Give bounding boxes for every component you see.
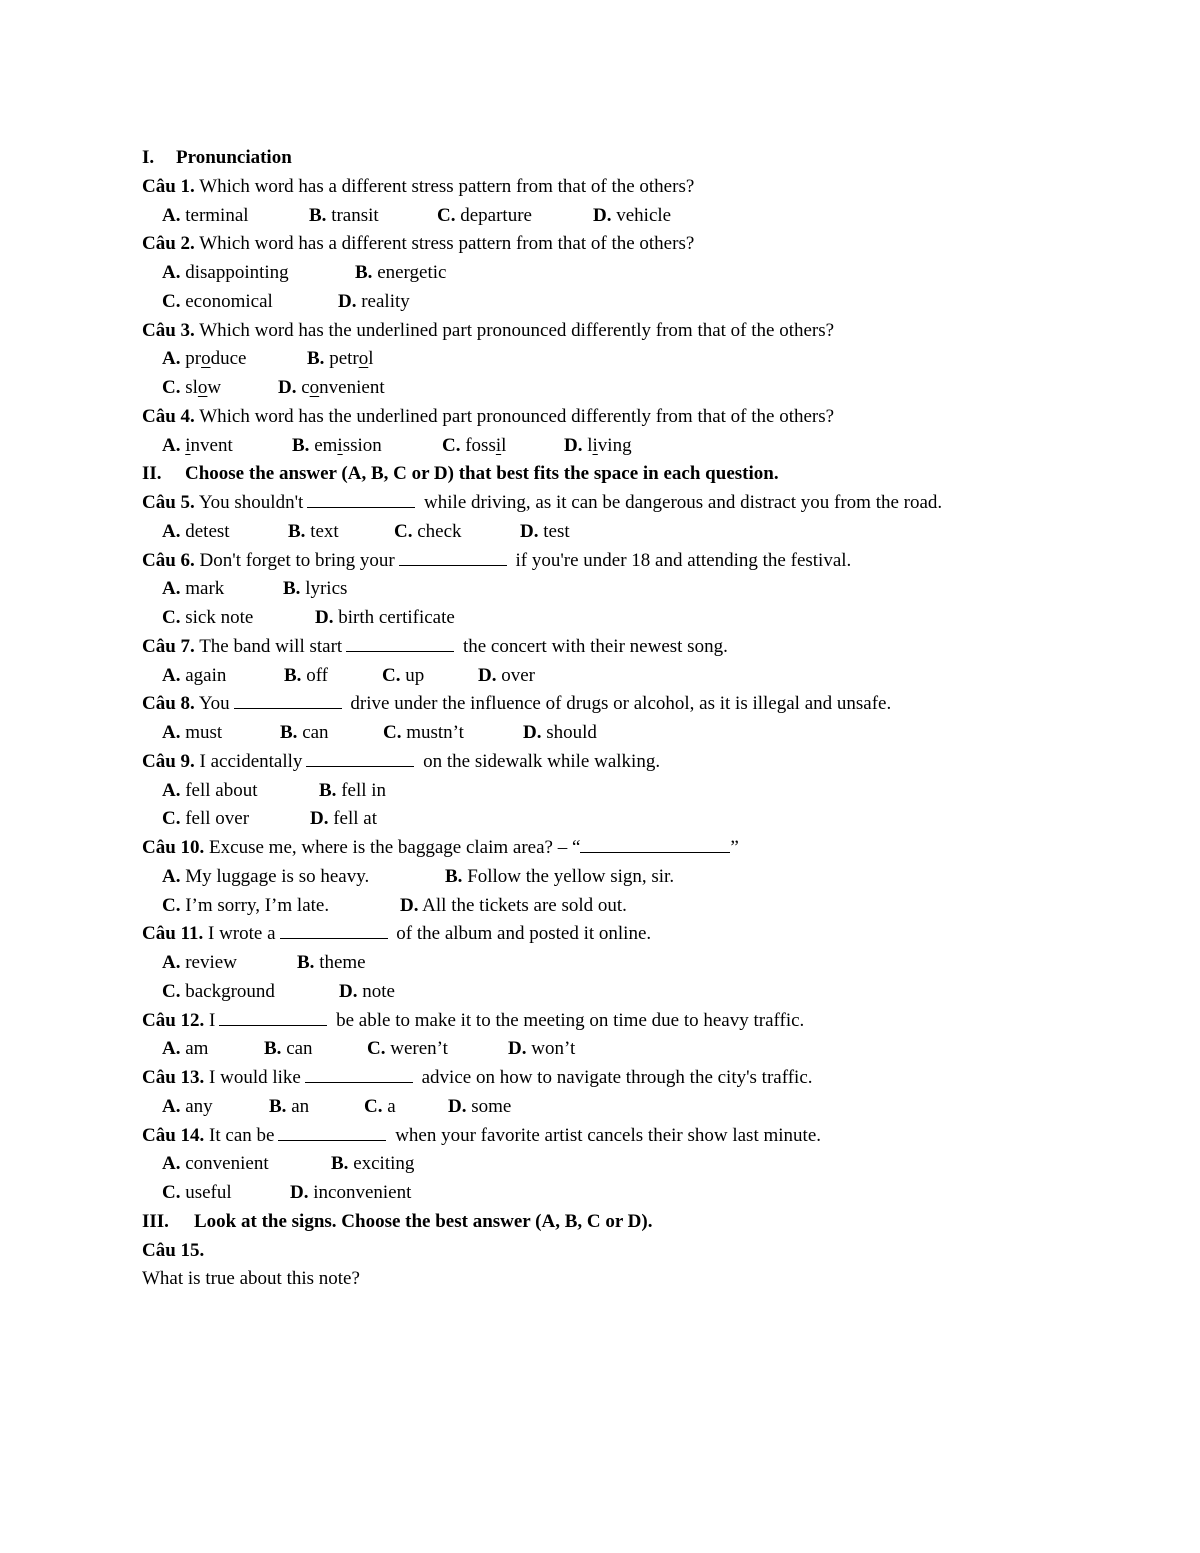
- option-a: A. convenient: [162, 1153, 269, 1175]
- options-q13: [142, 1093, 1142, 1122]
- option-c: C. fossil: [442, 434, 507, 456]
- option-b: B. transit: [309, 204, 379, 226]
- option-d: D. over: [478, 664, 535, 686]
- option-d: D. convenient: [278, 377, 385, 398]
- question-15: [142, 1237, 1142, 1266]
- answer-blank: [234, 692, 342, 709]
- question-1: [142, 173, 1142, 202]
- question-label: Câu 14.: [142, 1124, 205, 1146]
- option-c: C. sick note: [162, 607, 254, 628]
- question-4: [142, 403, 1142, 432]
- question-11: Câu 11. I wrote a of the album and posted it online.: [142, 923, 652, 945]
- question-label: Câu 2.: [142, 233, 195, 255]
- options-q2-row2: [142, 288, 1142, 317]
- section-title: Look at the signs. Choose the best answer (A, B, C or D).: [194, 1210, 653, 1232]
- question-label: Câu 5.: [142, 492, 195, 513]
- option-d: D. reality: [338, 290, 410, 312]
- question-label: Câu 15.: [142, 1239, 205, 1261]
- question-6: Câu 6. Don't forget to bring your if you're under 18 and attending the festival.: [142, 549, 852, 571]
- question-3: [142, 317, 1142, 346]
- option-a: A. review: [162, 952, 237, 973]
- options-q6-row1: [142, 575, 1142, 604]
- option-d: D. vehicle: [593, 204, 672, 226]
- question-label: Câu 13.: [142, 1067, 205, 1088]
- section-heading-signs: [142, 1208, 1142, 1237]
- worksheet-content: [142, 144, 1142, 1294]
- answer-blank: [305, 1066, 413, 1083]
- question-13: Câu 13. I would like advice on how to navigate through the city's traffic.: [142, 1067, 813, 1088]
- question-label: Câu 7.: [142, 635, 195, 657]
- options-q14-row1: [142, 1150, 1142, 1179]
- option-c: C. check: [394, 520, 462, 542]
- option-a: A. any: [162, 1095, 213, 1117]
- question-label: Câu 3.: [142, 319, 195, 341]
- option-b: B. theme: [297, 952, 366, 973]
- option-b: B. energetic: [355, 262, 447, 283]
- option-b: B. text: [288, 520, 339, 542]
- option-b: B. an: [269, 1095, 310, 1117]
- option-c: C. a: [364, 1095, 396, 1117]
- option-c: C. departure: [437, 204, 532, 226]
- option-c: C. background: [162, 980, 275, 1002]
- options-q14-row2: [142, 1179, 1142, 1208]
- option-c: C. I’m sorry, I’m late.: [162, 894, 330, 916]
- options-q4: [142, 432, 1142, 461]
- options-q6-row2: [142, 604, 1142, 633]
- option-d: D. should: [523, 722, 597, 743]
- section-title: Choose the answer (A, B, C or D) that best fits the space in each question.: [185, 463, 779, 485]
- answer-blank: [307, 491, 415, 508]
- answer-blank: [219, 1009, 327, 1026]
- answer-blank: [399, 549, 507, 566]
- question-2: [142, 230, 1142, 259]
- option-b: B. emission: [292, 434, 382, 456]
- option-b: B. fell in: [319, 779, 387, 801]
- question-label: Câu 8.: [142, 693, 195, 715]
- section-heading-choose-answer: [142, 460, 1142, 489]
- option-d: D. fell at: [310, 808, 378, 830]
- option-d: D. won’t: [508, 1038, 576, 1060]
- option-a: A. fell about: [162, 779, 258, 801]
- question-8: Câu 8. You drive under the influence of drugs or alcohol, as it is illegal and unsafe.: [142, 693, 892, 715]
- question-7: Câu 7. The band will start the concert with their newest song.: [142, 635, 728, 657]
- options-q10-row1: [142, 863, 1142, 892]
- options-q11-row2: [142, 978, 1142, 1007]
- options-q11-row1: [142, 949, 1142, 978]
- answer-blank: [580, 836, 730, 853]
- option-a: A. am: [162, 1038, 209, 1060]
- section-title: Pronunciation: [176, 147, 292, 168]
- question-label: Câu 12.: [142, 1009, 205, 1031]
- question-label: Câu 1.: [142, 175, 195, 197]
- answer-blank: [280, 922, 388, 939]
- option-c: C. useful: [162, 1182, 232, 1203]
- option-b: B. Follow the yellow sign, sir.: [445, 865, 675, 887]
- option-c: C. economical: [162, 290, 273, 312]
- option-a: A. My luggage is so heavy.: [162, 865, 370, 887]
- section-number: I.: [142, 147, 155, 168]
- question-12: Câu 12. I be able to make it to the meeting on time due to heavy traffic.: [142, 1009, 805, 1031]
- option-a: A. mark: [162, 578, 225, 600]
- section-heading-pronunciation: [142, 144, 1142, 173]
- question-label: Câu 6.: [142, 549, 195, 571]
- section-number: II.: [142, 463, 162, 485]
- option-a: A. detest: [162, 520, 230, 542]
- option-a: A. produce: [162, 348, 247, 370]
- question-label: Câu 11.: [142, 923, 204, 945]
- option-a: A. terminal: [162, 204, 249, 226]
- option-c: C. slow: [162, 377, 222, 398]
- question-label: Câu 10.: [142, 837, 205, 858]
- question-15-text: What is true about this note?: [142, 1268, 360, 1290]
- options-q3-row1: [142, 345, 1142, 374]
- options-q9-row1: [142, 777, 1142, 806]
- answer-blank: [346, 635, 454, 652]
- option-b: B. can: [280, 722, 329, 743]
- answer-blank: [306, 750, 414, 767]
- option-d: D. note: [339, 980, 395, 1002]
- option-c: C. mustn’t: [383, 722, 464, 743]
- option-b: B. lyrics: [283, 578, 348, 600]
- question-text: Which word has the underlined part pronounced differently from that of the others?: [194, 319, 835, 341]
- option-a: A. disappointing: [162, 262, 289, 283]
- option-b: B. off: [284, 664, 328, 686]
- question-10: Câu 10. Excuse me, where is the baggage claim area? – “ ”: [142, 837, 739, 858]
- question-label: Câu 4.: [142, 405, 195, 427]
- options-q8: [142, 719, 1142, 748]
- option-a: A. again: [162, 664, 227, 686]
- option-c: C. weren’t: [367, 1038, 448, 1060]
- options-q3-row2: [142, 374, 1142, 403]
- answer-blank: [278, 1124, 386, 1141]
- option-a: A. must: [162, 722, 223, 743]
- option-d: D. test: [520, 520, 570, 542]
- option-d: D. birth certificate: [315, 607, 455, 628]
- option-d: D. living: [564, 434, 632, 456]
- options-q7: [142, 662, 1142, 691]
- options-q1: [142, 202, 1142, 231]
- option-b: B. can: [264, 1038, 313, 1060]
- option-b: B. exciting: [331, 1153, 415, 1175]
- section-number: III.: [142, 1210, 169, 1232]
- question-14: Câu 14. It can be when your favorite artist cancels their show last minute.: [142, 1124, 821, 1146]
- question-5: Câu 5. You shouldn't while driving, as it can be dangerous and distract you from the road.: [142, 492, 943, 513]
- options-q5: [142, 518, 1142, 547]
- question-label: Câu 9.: [142, 750, 195, 772]
- option-d: D. some: [448, 1095, 512, 1117]
- option-d: D. All the tickets are sold out.: [400, 894, 627, 916]
- question-text: Which word has a different stress pattern from that of the others?: [194, 233, 695, 255]
- question-text: Which word has a different stress pattern from that of the others?: [194, 175, 695, 197]
- question-9: Câu 9. I accidentally on the sidewalk while walking.: [142, 750, 661, 772]
- options-q2-row1: [142, 259, 1142, 288]
- option-c: C. up: [382, 664, 425, 686]
- options-q9-row2: [142, 805, 1142, 834]
- options-q12: [142, 1035, 1142, 1064]
- question-text: Which word has the underlined part pronounced differently from that of the others?: [194, 405, 835, 427]
- options-q10-row2: [142, 892, 1142, 921]
- option-d: D. inconvenient: [290, 1182, 412, 1203]
- option-c: C. fell over: [162, 808, 250, 830]
- option-b: B. petrol: [307, 348, 374, 370]
- option-a: A. invent: [162, 434, 233, 456]
